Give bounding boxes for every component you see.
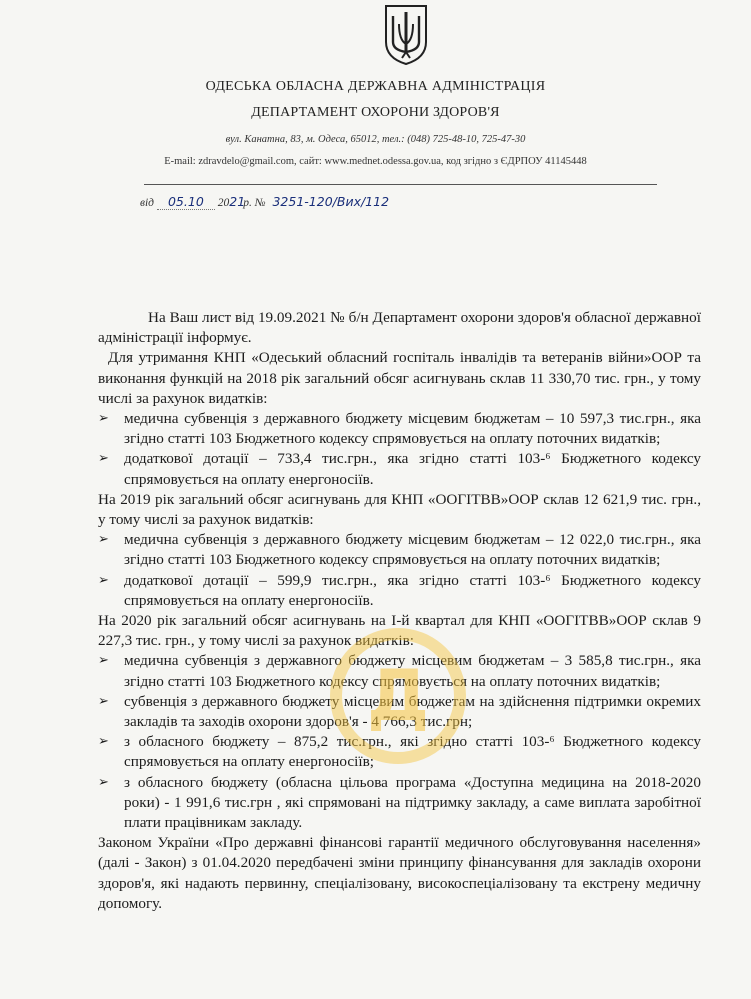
number-label: р. № <box>243 197 266 209</box>
year-prefix: 20 <box>217 197 230 209</box>
arrow-bullet-icon: ➢ <box>98 734 109 750</box>
list-item-text: медична субвенція з державного бюджету місцевим бюджетам – 10 597,3 тис.грн., яка згідно статті 103 Бюджетного кодексу спрямовується на оплату поточних видатків; <box>124 410 701 448</box>
arrow-bullet-icon: ➢ <box>98 774 109 790</box>
contacts-line: E-mail: zdravdelo@gmail.com, сайт: www.mednet.odessa.gov.ua, код згідно з ЄДРПОУ 41145448 <box>164 156 587 167</box>
list-item <box>98 409 701 449</box>
paragraph: На 2020 рік загальний обсяг асигнувань на І-й квартал для КНП «ООГІТВВ»ООР склав 9 227,3 тис. грн., у тому числі за рахунок видатків: <box>98 612 701 650</box>
list-item-text: додаткової дотації – 733,4 тис.грн., яка згідно статті 103-⁶ Бюджетного кодексу спрямовується на оплату енергоносіїв. <box>124 450 701 488</box>
list-item <box>98 530 701 570</box>
arrow-bullet-icon: ➢ <box>98 572 109 588</box>
paragraph: На 2019 рік загальний обсяг асигнувань для КНП «ООГІТВВ»ООР склав 12 621,9 тис. грн., у тому числі за рахунок видатків: <box>98 490 701 529</box>
list-item <box>98 773 701 834</box>
address-line: вул. Канатна, 83, м. Одеса, 65012, тел.: (048) 725-48-10, 725-47-30 <box>225 134 526 145</box>
list-item-text: з обласного бюджету (обласна цільова програма «Доступна медицина на 2018-2020 роки) - 1 991,6 тис.грн , які спрямовані на підтримку закладу, а саме виплата заробітної плати працівникам закладу. <box>124 773 701 832</box>
paragraph: Законом України «Про державні фінансові гарантії медичного обслуговування населення» (далі - Закон) з 01.04.2020 передбачені зміни принципу фінансування для закладів охорони здоров'я, які надають первинну, спеціалізовану, високоспеціалізовану та екстрену медичну допомогу. <box>98 834 701 912</box>
paragraph: Для утримання КНП «Одеський обласний госпіталь інвалідів та ветеранів війни»ООР та виконання функцій на 2018 рік загальний обсяг асигнувань склав 11 330,70 тис. грн., у тому числі за рахунок видатків: <box>98 349 701 407</box>
paragraph: На Ваш лист від 19.09.2021 № б/н Департамент охорони здоров'я обласної державної адміністрації інформує. <box>98 309 701 347</box>
header-divider <box>144 184 657 185</box>
arrow-bullet-icon: ➢ <box>98 532 109 548</box>
arrow-bullet-icon: ➢ <box>98 451 109 467</box>
list-item <box>98 571 701 611</box>
list-item-text: субвенція з державного бюджету місцевим бюджетам на здійснення підтримки окремих закладів та заходів охорони здоров'я - 4 766,3 тис.грн; <box>124 692 701 731</box>
organization-name: ОДЕСЬКА ОБЛАСНА ДЕРЖАВНА АДМІНІСТРАЦІЯ <box>205 79 546 94</box>
trident-emblem-icon <box>382 4 430 66</box>
arrow-bullet-icon: ➢ <box>98 693 109 709</box>
list-item-text: з обласного бюджету – 875,2 тис.грн., які згідно статті 103-⁶ Бюджетного кодексу спрямовується на оплату енергоносіїв; <box>124 733 701 771</box>
arrow-bullet-icon: ➢ <box>98 653 109 669</box>
department-name: ДЕПАРТАМЕНТ ОХОРОНИ ЗДОРОВ'Я <box>251 105 500 120</box>
watermark-letter: Д <box>366 655 430 737</box>
arrow-bullet-icon: ➢ <box>98 411 109 427</box>
from-label: від <box>140 197 155 209</box>
year-suffix: 21 <box>229 194 246 209</box>
list-item-text: додаткової дотації – 599,9 тис.грн., яка згідно статті 103-⁶ Бюджетного кодексу спрямовується на оплату енергоносіїв. <box>124 571 701 609</box>
letter-body <box>98 308 701 914</box>
watermark-logo <box>330 628 466 764</box>
reference-line <box>140 194 422 210</box>
list-item <box>98 449 701 489</box>
list-item-text: медична субвенція з державного бюджету місцевим бюджетам – 3 585,8 тис.грн., яка згідно статті 103 Бюджетного кодексу спрямовується на оплату поточних видатків; <box>124 652 701 690</box>
reference-number: 3251-120/Вих/112 <box>272 194 390 209</box>
list-item-text: медична субвенція з державного бюджету місцевим бюджетам – 12 022,0 тис.грн., яка згідно статті 103 Бюджетного кодексу спрямовується на оплату поточних видатків; <box>124 531 701 569</box>
reference-date: 05.10 <box>157 194 215 210</box>
